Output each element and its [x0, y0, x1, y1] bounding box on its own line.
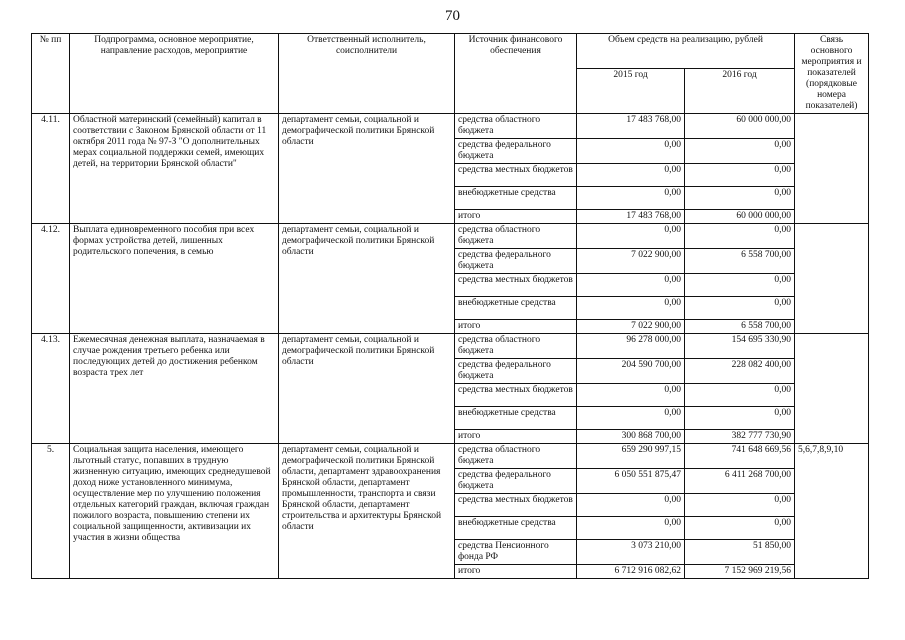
amount-2015: 0,00	[577, 517, 685, 540]
funding-source: средства местных бюджетов	[455, 274, 577, 297]
funding-source: средства федерального бюджета	[455, 139, 577, 164]
total-label: итого	[455, 320, 577, 334]
header-year-2015: 2015 год	[577, 68, 685, 113]
activity-title: Выплата единовременного пособия при всех формах устройства детей, лишенных родительского попечения, в семью	[70, 224, 279, 334]
table-row	[32, 444, 869, 469]
header-volume: Объем средств на реализацию, рублей	[577, 34, 795, 69]
page-number: 70	[445, 8, 460, 24]
funding-source: внебюджетные средства	[455, 297, 577, 320]
amount-2016: 6 411 268 700,00	[685, 469, 795, 494]
header-executor: Ответственный исполнитель, соисполнители	[279, 34, 455, 114]
funding-source: средства федерального бюджета	[455, 359, 577, 384]
amount-2015: 0,00	[577, 384, 685, 407]
funding-source: средства федерального бюджета	[455, 469, 577, 494]
amount-2016: 0,00	[685, 274, 795, 297]
amount-2016: 228 082 400,00	[685, 359, 795, 384]
amount-2015: 0,00	[577, 164, 685, 187]
activity-title: Ежемесячная денежная выплата, назначаемая в случае рождения третьего ребенка или последующих детей до достижения ребенком возраста трех лет	[70, 334, 279, 444]
amount-2016: 0,00	[685, 297, 795, 320]
table-row	[32, 114, 869, 139]
amount-2015: 0,00	[577, 224, 685, 249]
activity-title: Социальная защита населения, имеющего льготный статус, попавших в трудную жизненную ситуацию, имеющих среднедушевой доход ниже установленного минимума, осуществление мер по улучшению положения отдельных категорий граждан, включая граждан пожилого возраста, повышению степени их социальной защищенности, активизации их участия в жизни общества	[70, 444, 279, 579]
amount-2015: 0,00	[577, 139, 685, 164]
amount-2015: 17 483 768,00	[577, 210, 685, 224]
amount-2016: 6 558 700,00	[685, 249, 795, 274]
amount-2016: 741 648 669,56	[685, 444, 795, 469]
budget-table	[31, 33, 869, 579]
funding-source: средства Пенсионного фонда РФ	[455, 540, 577, 565]
funding-source: средства областного бюджета	[455, 224, 577, 249]
header-year-2016: 2016 год	[685, 68, 795, 113]
funding-source: средства федерального бюджета	[455, 249, 577, 274]
indicator-link	[795, 114, 869, 224]
header-link: Связь основного мероприятия и показателей (порядковые номера показателей)	[795, 34, 869, 114]
header-source: Источник финансового обеспечения	[455, 34, 577, 114]
header-subprogram: Подпрограмма, основное мероприятие, направление расходов, мероприятие	[70, 34, 279, 114]
funding-source: средства областного бюджета	[455, 334, 577, 359]
row-number: 4.12.	[32, 224, 70, 334]
amount-2016: 60 000 000,00	[685, 210, 795, 224]
executor: департамент семьи, социальной и демографической политики Брянской области	[279, 114, 455, 224]
amount-2016: 0,00	[685, 494, 795, 517]
activity-title: Областной материнский (семейный) капитал в соответствии с Законом Брянской области от 11 октября 2011 года № 97-З "О дополнительных мерах социальной поддержки семей, имеющих детей, на территории Брянской области"	[70, 114, 279, 224]
funding-source: средства местных бюджетов	[455, 494, 577, 517]
funding-source: внебюджетные средства	[455, 407, 577, 430]
amount-2015: 0,00	[577, 407, 685, 430]
amount-2016: 0,00	[685, 224, 795, 249]
table-body	[32, 114, 869, 579]
amount-2016: 0,00	[685, 187, 795, 210]
amount-2015: 0,00	[577, 187, 685, 210]
indicator-link	[795, 334, 869, 444]
amount-2016: 51 850,00	[685, 540, 795, 565]
table-row	[32, 224, 869, 249]
funding-source: средства местных бюджетов	[455, 384, 577, 407]
total-label: итого	[455, 210, 577, 224]
executor: департамент семьи, социальной и демографической политики Брянской области	[279, 334, 455, 444]
amount-2015: 7 022 900,00	[577, 320, 685, 334]
amount-2015: 3 073 210,00	[577, 540, 685, 565]
executor: департамент семьи, социальной и демографической политики Брянской области, департамент здравоохранения Брянской области, департамент промышленности, транспорта и связи Брянской области, департамент строительства и архитектуры Брянской области	[279, 444, 455, 579]
amount-2015: 204 590 700,00	[577, 359, 685, 384]
amount-2015: 7 022 900,00	[577, 249, 685, 274]
total-label: итого	[455, 430, 577, 444]
amount-2015: 17 483 768,00	[577, 114, 685, 139]
funding-source: внебюджетные средства	[455, 517, 577, 540]
amount-2016: 0,00	[685, 164, 795, 187]
funding-source: средства областного бюджета	[455, 114, 577, 139]
amount-2015: 0,00	[577, 494, 685, 517]
amount-2015: 6 050 551 875,47	[577, 469, 685, 494]
indicator-link: 5,6,7,8,9,10	[795, 444, 869, 579]
row-number: 4.11.	[32, 114, 70, 224]
amount-2015: 6 712 916 082,62	[577, 565, 685, 579]
amount-2016: 6 558 700,00	[685, 320, 795, 334]
header-num: № пп	[32, 34, 70, 114]
amount-2016: 154 695 330,90	[685, 334, 795, 359]
row-number: 4.13.	[32, 334, 70, 444]
total-label: итого	[455, 565, 577, 579]
amount-2015: 659 290 997,15	[577, 444, 685, 469]
amount-2016: 0,00	[685, 139, 795, 164]
amount-2016: 7 152 969 219,56	[685, 565, 795, 579]
amount-2016: 60 000 000,00	[685, 114, 795, 139]
amount-2016: 0,00	[685, 517, 795, 540]
amount-2015: 96 278 000,00	[577, 334, 685, 359]
amount-2015: 300 868 700,00	[577, 430, 685, 444]
executor: департамент семьи, социальной и демографической политики Брянской области	[279, 224, 455, 334]
amount-2015: 0,00	[577, 274, 685, 297]
funding-source: средства областного бюджета	[455, 444, 577, 469]
funding-source: внебюджетные средства	[455, 187, 577, 210]
funding-source: средства местных бюджетов	[455, 164, 577, 187]
amount-2016: 382 777 730,90	[685, 430, 795, 444]
amount-2015: 0,00	[577, 297, 685, 320]
table-row	[32, 334, 869, 359]
amount-2016: 0,00	[685, 384, 795, 407]
row-number: 5.	[32, 444, 70, 579]
indicator-link	[795, 224, 869, 334]
amount-2016: 0,00	[685, 407, 795, 430]
